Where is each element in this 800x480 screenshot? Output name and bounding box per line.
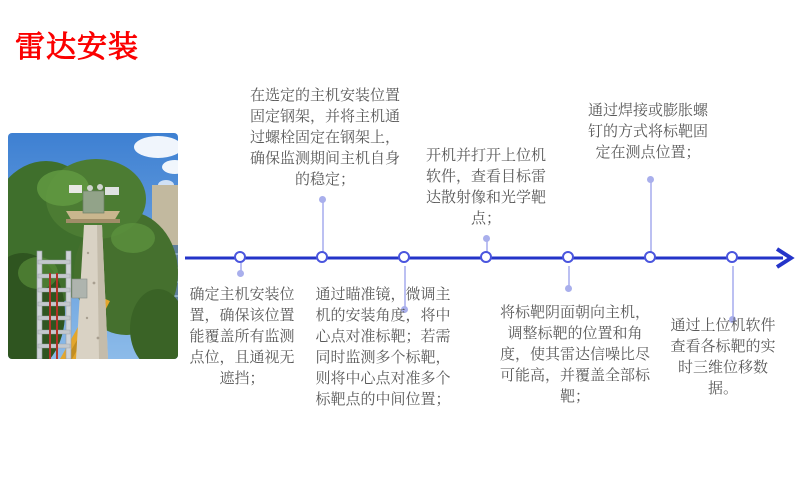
connector-dot (483, 235, 490, 242)
timeline-node (562, 251, 574, 263)
connector-line (568, 266, 570, 287)
step-text: 通过上位机软件查看各标靶的实时三维位移数据。 (670, 317, 776, 397)
step-text: 将标靶阴面朝向主机，调整标靶的位置和角度，使其雷达信噪比尽可能高，并覆盖全部标靶； (500, 304, 651, 405)
step-text: 通过焊接或膨胀螺钉的方式将标靶固定在测点位置； (587, 102, 708, 161)
connector-dot (319, 196, 326, 203)
page-title: 雷达安装 (15, 31, 139, 64)
timeline-node (398, 251, 410, 263)
radar-site-photo (8, 133, 178, 359)
connector-dot (647, 176, 654, 183)
timeline-node (644, 251, 656, 263)
step-text: 通过瞄准镜，微调主机的安装角度，将中心点对准标靶；若需同时监测多个标靶，则将中心点对准多个标靶点的中间位置； (315, 286, 451, 408)
connector-line (650, 182, 652, 252)
step-text: 在选定的主机安装位置固定钢架，并将主机通过螺栓固定在钢架上，确保监测期间主机自身的稳定； (249, 87, 400, 188)
timeline-node (726, 251, 738, 263)
connector-dot (565, 285, 572, 292)
timeline-node (480, 251, 492, 263)
timeline-node (234, 251, 246, 263)
step-text: 开机并打开上位机软件，查看目标雷达散射像和光学靶点； (425, 147, 546, 227)
connector-line (732, 266, 734, 318)
connector-dot (237, 270, 244, 277)
step-text: 确定主机安装位置，确保该位置能覆盖所有监测点位，且通视无遮挡； (189, 286, 295, 387)
timeline-node (316, 251, 328, 263)
connector-line (322, 201, 324, 252)
